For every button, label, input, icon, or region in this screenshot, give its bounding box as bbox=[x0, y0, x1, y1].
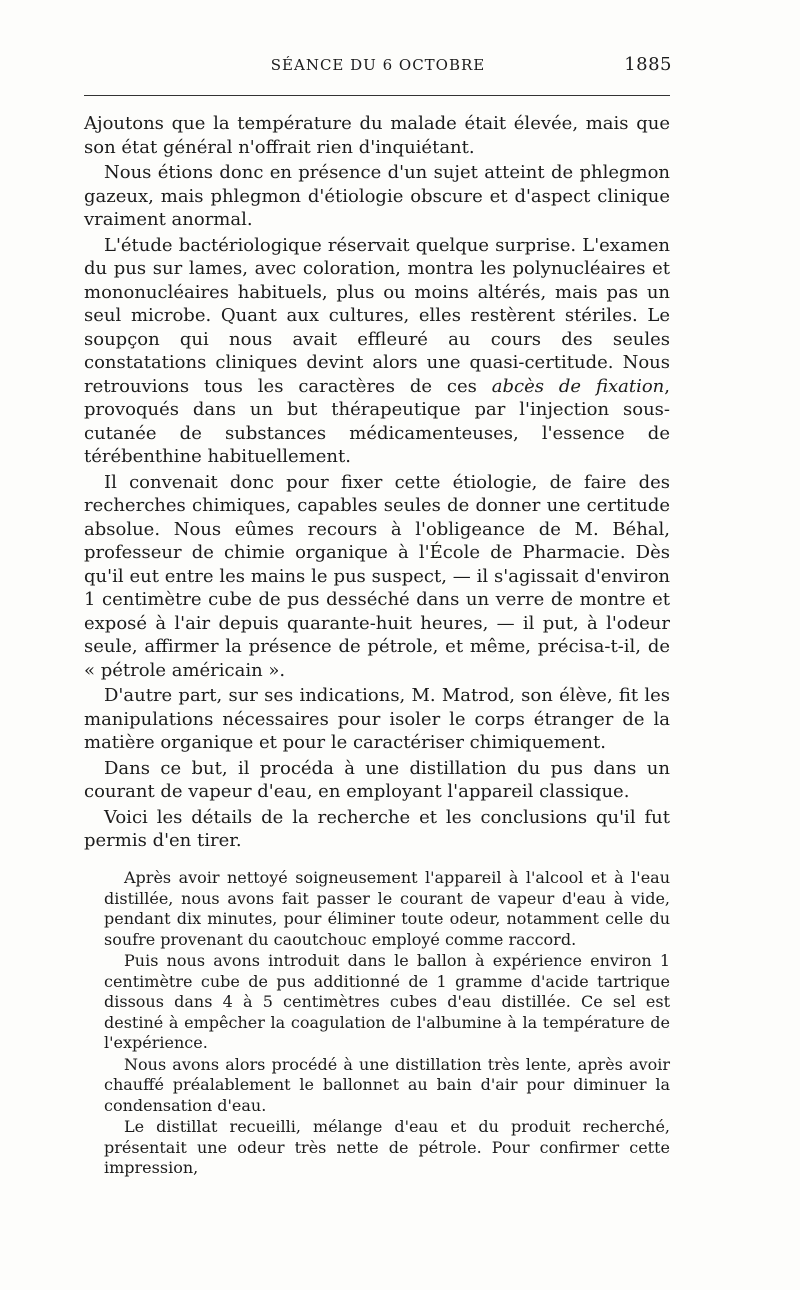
procedure-paragraph-3: Nous avons alors procédé à une distillation très lente, après avoir chauffé préalablement le ballonnet au bain d'air pour diminuer la condensation d'eau. bbox=[104, 1054, 670, 1115]
main-text bbox=[84, 112, 670, 853]
procedure-paragraph-4: Le distillat recueilli, mélange d'eau et du produit recherché, présentait une odeur très nette de pétrole. Pour confirmer cette impression, bbox=[104, 1117, 670, 1177]
page-number: 1885 bbox=[624, 54, 672, 75]
procedure-text bbox=[104, 868, 670, 1179]
procedure-paragraph-1: Après avoir nettoyé soigneusement l'appareil à l'alcool et à l'eau distillée, nous avons fait passer le courant de vapeur d'eau à vide, pendant dix minutes, pour éliminer toute odeur, notamment celle du soufre provenant du caoutchouc employé comme raccord. bbox=[104, 868, 670, 949]
running-header bbox=[84, 56, 672, 84]
paragraph-2: Nous étions donc en présence d'un sujet atteint de phlegmon gazeux, mais phlegmon d'étiologie obscure et d'aspect clinique vraiment anormal. bbox=[84, 162, 670, 230]
paragraph-3-end: , provoqués dans un but thérapeutique par l'injection sous-cutanée de substances médicamenteuses, l'essence de térébenthine habituellement. bbox=[84, 375, 670, 467]
procedure-paragraph-2: Puis nous avons introduit dans le ballon à expérience environ 1 centimètre cube de pus additionné de 1 gramme d'acide tartrique dissous dans 4 à 5 centimètres cubes d'eau distillée. Ce sel est destiné à empêcher la coagulation de l'albumine à la température de l'expérience. bbox=[104, 951, 670, 1052]
paragraph-1: Ajoutons que la température du malade était élevée, mais que son état général n'offrait rien d'inquiétant. bbox=[84, 113, 670, 158]
paragraph-3 bbox=[84, 234, 670, 469]
paragraph-6: Dans ce but, il procéda à une distillation du pus dans un courant de vapeur d'eau, en employant l'appareil classique. bbox=[84, 757, 670, 802]
paragraph-4: Il convenait donc pour fixer cette étiologie, de faire des recherches chimiques, capables seules de donner une certitude absolue. Nous eûmes recours à l'obligeance de M. Béhal, professeur de chimie organique à l'École de Pharmacie. Dès qu'il eut entre les mains le pus suspect, — il s'agissait d'environ 1 centimètre cube de pus desséché dans un verre de montre et exposé à l'air depuis quarante-huit heures, — il put, à l'odeur seule, affirmer la présence de pétrole, et même, précisa-t-il, de « pétrole américain ». bbox=[84, 471, 670, 681]
paragraph-7: Voici les détails de la recherche et les conclusions qu'il fut permis d'en tirer. bbox=[84, 806, 670, 851]
header-title: SÉANCE DU 6 OCTOBRE bbox=[270, 56, 486, 74]
italic-term: abcès de fixation bbox=[491, 375, 665, 397]
paragraph-3-start: L'étude bactériologique réservait quelque surprise. L'examen du pus sur lames, avec coloration, montra les polynucléaires et mononucléaires habituels, plus ou moins altérés, mais pas un seul microbe. Quant aux cultures, elles restèrent stériles. Le soupçon qui nous avait effleuré au cours des seules constatations cliniques devint alors une quasi-certitude. Nous retrouvions tous les caractères de ces bbox=[84, 234, 670, 397]
header-rule bbox=[84, 95, 670, 96]
paragraph-5: D'autre part, sur ses indications, M. Matrod, son élève, fit les manipulations nécessaires pour isoler le corps étranger de la matière organique et pour le caractériser chimiquement. bbox=[84, 685, 670, 753]
